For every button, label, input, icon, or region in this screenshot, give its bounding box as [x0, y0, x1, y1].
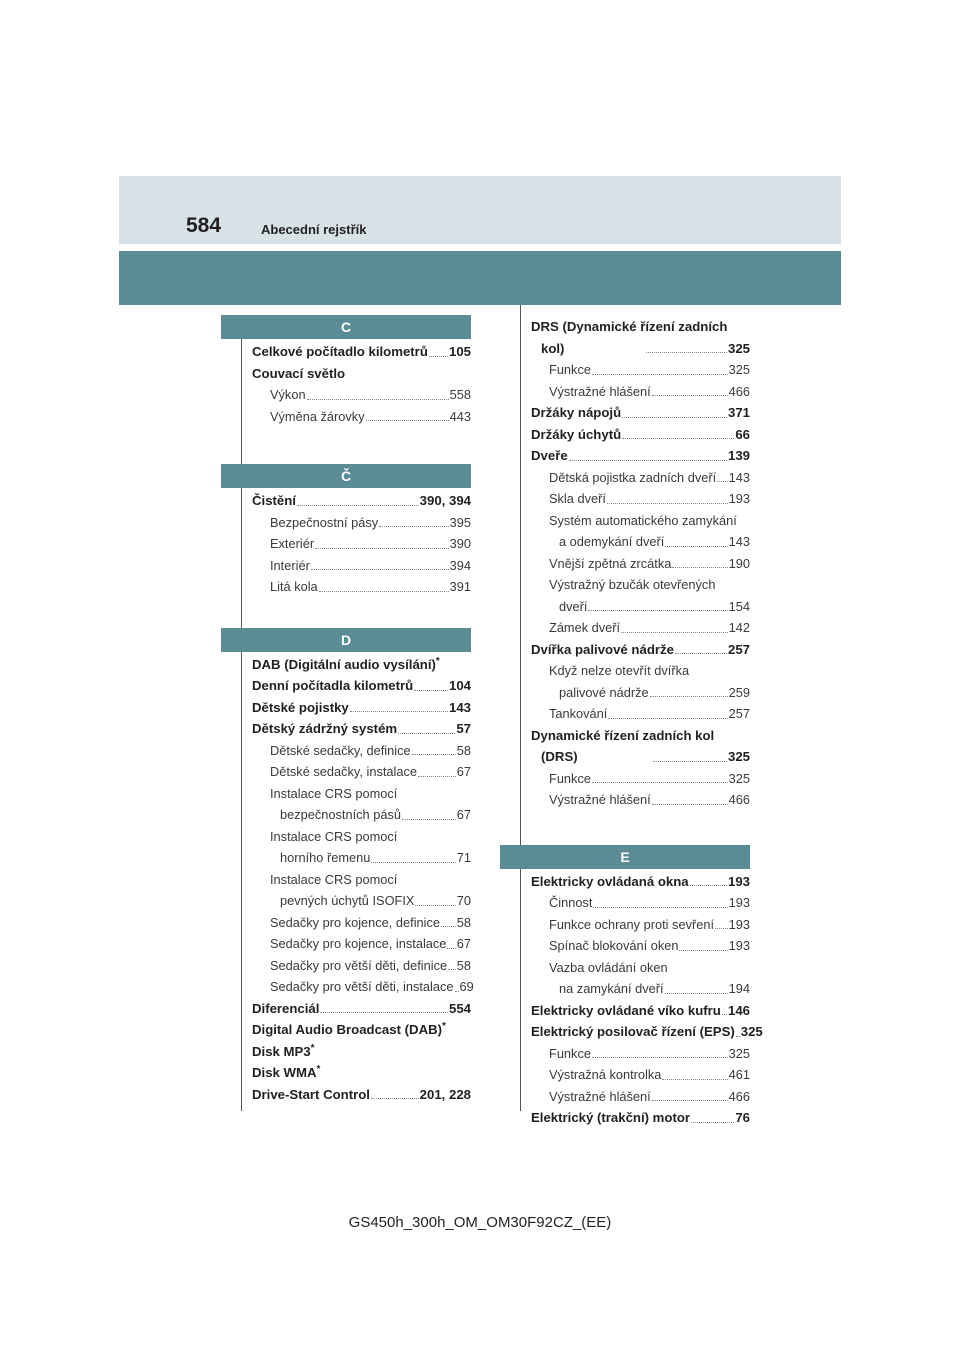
- dot-leader: [608, 718, 727, 719]
- index-entry: [531, 553, 750, 575]
- entry-term: Instalace CRS pomocí: [270, 785, 398, 801]
- dot-leader: [297, 505, 419, 506]
- dot-leader: [320, 1012, 448, 1013]
- entry-term: Funkce: [549, 770, 591, 786]
- index-entry: [252, 697, 471, 719]
- entry-term: Bezpečnostní pásy: [270, 514, 379, 530]
- entry-term: Výstražné hlášení: [549, 383, 651, 399]
- entry-term: Digital Audio Broadcast (DAB): [252, 1022, 443, 1037]
- entry-page: 66: [735, 426, 750, 442]
- index-entry: [531, 725, 750, 747]
- entry-term: Když nelze otevřít dvířka: [549, 663, 690, 678]
- dot-leader: [593, 907, 727, 908]
- index-entry: [252, 998, 471, 1020]
- entry-term: Výstražný bzučák otevřených: [549, 577, 716, 592]
- entry-term: Výstražná kontrolka: [549, 1067, 662, 1082]
- dot-leader: [736, 1036, 740, 1037]
- entry-term: horního řemenu: [280, 850, 371, 865]
- entry-term: bezpečnostních pásů: [280, 807, 401, 822]
- dot-leader: [455, 991, 459, 992]
- dot-leader: [662, 1079, 727, 1080]
- entry-term: Držáky nápojů: [531, 405, 622, 420]
- entry-term: Couvací světlo: [252, 365, 346, 381]
- entry-term: Výměna žárovky: [270, 408, 365, 424]
- dot-leader: [675, 653, 727, 654]
- entry-page: 390, 394: [419, 493, 471, 508]
- dot-leader: [592, 782, 728, 783]
- index-entry: [252, 533, 471, 555]
- header-panel: [119, 176, 841, 244]
- index-entry: [252, 912, 471, 934]
- entry-term: Systém automatického zamykání: [549, 512, 737, 528]
- section-header: D: [221, 628, 471, 652]
- index-entry: [531, 467, 750, 489]
- dot-leader: [592, 1057, 728, 1058]
- entry-page: 466: [728, 1088, 750, 1104]
- dot-leader: [652, 1100, 728, 1101]
- entry-page: 58: [456, 914, 471, 930]
- index-entry: [252, 1084, 471, 1106]
- entry-page: 201, 228: [419, 1086, 471, 1102]
- index-entry: [252, 576, 471, 598]
- entry-term: a odemykání dveří: [559, 534, 665, 549]
- entry-term: DAB (Digitální audio vysílání): [252, 656, 436, 672]
- entry-page: 259: [728, 684, 750, 700]
- dot-leader: [311, 569, 449, 570]
- entry-term: Interiér: [270, 557, 310, 573]
- entry-page: 193: [728, 938, 750, 953]
- index-entry: [531, 338, 750, 360]
- index-entry: [252, 955, 471, 977]
- footnote-star: *: [435, 655, 440, 667]
- entry-term: pevných úchytů ISOFIX: [280, 893, 415, 908]
- entry-page: 58: [456, 742, 471, 758]
- index-entry: [531, 789, 750, 811]
- entry-term: Dětský zádržný systém: [252, 721, 398, 736]
- entry-page: 325: [728, 770, 750, 786]
- dot-leader: [653, 761, 727, 762]
- entry-term: Činnost: [549, 895, 593, 910]
- index-entry: [252, 1062, 471, 1084]
- entry-term: Elektrický posilovač řízení (EPS): [531, 1024, 735, 1039]
- entry-page: 395: [449, 514, 471, 530]
- entry-term: Litá kola: [270, 579, 318, 594]
- entry-term: Držáky úchytů: [531, 426, 622, 442]
- dot-leader: [622, 417, 727, 418]
- entry-page: 325: [728, 362, 750, 377]
- entry-page: 190: [728, 555, 750, 571]
- dot-leader: [415, 905, 455, 906]
- entry-term: Čistění: [252, 493, 296, 508]
- index-entry: [531, 424, 750, 446]
- index-entry: [252, 869, 471, 891]
- entry-page: 71: [456, 850, 471, 865]
- index-entry: [531, 935, 750, 957]
- header-band: [119, 251, 841, 305]
- dot-leader: [646, 352, 727, 353]
- index-entry: [252, 384, 471, 406]
- index-entry: [531, 617, 750, 639]
- entry-term: Exteriér: [270, 536, 315, 551]
- index-entry: [531, 1000, 750, 1022]
- index-entry: [252, 826, 471, 848]
- index-entry: [531, 1064, 750, 1086]
- dot-leader: [715, 928, 728, 929]
- entry-page: 554: [448, 1000, 471, 1016]
- index-entry: [531, 359, 750, 381]
- entry-page: 76: [735, 1110, 750, 1125]
- entry-page: 325: [727, 340, 750, 356]
- entry-term: Dveře: [531, 448, 568, 463]
- index-entry-list: [221, 652, 474, 1106]
- page-title: Abecední rejstřík: [261, 222, 367, 237]
- section-header: C: [221, 315, 471, 339]
- entry-term: (DRS): [541, 749, 578, 764]
- entry-term: Spínač blokování oken: [549, 938, 679, 953]
- entry-term: Dětská pojistka zadních dveří: [549, 469, 717, 485]
- entry-term: Zámek dveří: [549, 620, 621, 635]
- entry-term: Vazba ovládání oken: [549, 959, 668, 975]
- dot-leader: [665, 993, 728, 994]
- dot-leader: [622, 438, 734, 439]
- entry-page: 193: [728, 895, 750, 910]
- index-entry: [252, 555, 471, 577]
- entry-page: 257: [727, 641, 750, 657]
- index-entry: [531, 660, 750, 682]
- entry-page: 391: [449, 579, 471, 594]
- entry-term: DRS (Dynamické řízení zadních: [531, 319, 728, 334]
- dot-leader: [307, 399, 449, 400]
- dot-leader: [665, 546, 727, 547]
- dot-leader: [414, 690, 448, 691]
- dot-leader: [448, 969, 456, 970]
- dot-leader: [679, 950, 727, 951]
- entry-term: Tankování: [549, 706, 608, 721]
- entry-page: 143: [728, 469, 750, 485]
- entry-page: 461: [728, 1067, 750, 1082]
- entry-term: Sedačky pro kojence, instalace: [270, 936, 447, 951]
- index-entry: [531, 682, 750, 704]
- entry-page: 558: [449, 387, 471, 402]
- section-header: E: [500, 845, 750, 869]
- entry-page: 104: [448, 678, 471, 693]
- entry-term: Diferenciál: [252, 1000, 320, 1016]
- index-entry: [252, 363, 471, 385]
- entry-page: 443: [449, 408, 471, 424]
- index-entry-list: [221, 339, 471, 427]
- index-entry: [531, 768, 750, 790]
- entry-page: 193: [728, 491, 750, 506]
- index-entry: [531, 1043, 750, 1065]
- entry-page: 394: [449, 557, 471, 573]
- entry-page: 58: [456, 957, 471, 973]
- index-entry: [252, 1041, 471, 1063]
- entry-page: 69: [459, 979, 474, 994]
- entry-term: Skla dveří: [549, 491, 606, 506]
- entry-term: Dětské pojistky: [252, 699, 349, 715]
- index-entry: [531, 957, 750, 979]
- entry-page: 146: [727, 1002, 750, 1018]
- entry-term: Výkon: [270, 387, 306, 402]
- index-entry: [531, 510, 750, 532]
- entry-page: 67: [456, 764, 471, 779]
- entry-page: 390: [449, 536, 471, 551]
- dot-leader: [717, 481, 727, 482]
- index-entry: [531, 871, 750, 893]
- index-entry: [531, 892, 750, 914]
- entry-page: 325: [728, 1045, 750, 1061]
- index-entry: [252, 406, 471, 428]
- footnote-star: *: [442, 1021, 446, 1032]
- entry-term: Vnější zpětná zrcátka: [549, 555, 672, 571]
- index-entry: [252, 1019, 471, 1041]
- index-entry: [531, 703, 750, 725]
- index-entry: [252, 804, 471, 826]
- index-entry: [252, 740, 471, 762]
- left-index-column: [221, 315, 474, 1105]
- entry-page: 371: [727, 405, 750, 420]
- entry-term: Elektricky ovládané víko kufru: [531, 1002, 721, 1018]
- index-entry: [531, 746, 750, 768]
- index-entry: [531, 531, 750, 553]
- index-entry: [252, 718, 471, 740]
- index-entry: [531, 402, 750, 424]
- index-entry: [531, 596, 750, 618]
- entry-page: 193: [727, 873, 750, 889]
- entry-term: Funkce: [549, 362, 591, 377]
- index-entry: [252, 341, 471, 363]
- entry-page: 194: [728, 981, 750, 996]
- dot-leader: [672, 567, 727, 568]
- dot-leader: [371, 862, 455, 863]
- dot-leader: [315, 548, 449, 549]
- entry-page: 257: [728, 706, 750, 721]
- dot-leader: [652, 804, 728, 805]
- dot-leader: [691, 1122, 734, 1123]
- entry-term: Sedačky pro větší děti, definice: [270, 957, 448, 973]
- entry-term: Dynamické řízení zadních kol: [531, 727, 715, 743]
- entry-page: 154: [728, 598, 750, 614]
- page-number: 584: [186, 214, 222, 237]
- entry-term: Dětské sedačky, definice: [270, 742, 411, 758]
- entry-term: Instalace CRS pomocí: [270, 871, 398, 887]
- dot-leader: [592, 374, 728, 375]
- index-entry: [531, 1107, 750, 1129]
- footnote-star: *: [310, 1042, 315, 1054]
- entry-term: Dvířka palivové nádrže: [531, 641, 674, 657]
- index-entry: [252, 933, 471, 955]
- index-entry: [252, 890, 471, 912]
- document-code: GS450h_300h_OM_OM30F92CZ_(EE): [348, 1214, 612, 1231]
- index-entry: [531, 574, 750, 596]
- index-entry: [531, 978, 750, 1000]
- entry-page: 142: [728, 620, 750, 635]
- index-entry: [252, 847, 471, 869]
- index-entry: [252, 783, 471, 805]
- entry-term: Elektrický (trakční) motor: [531, 1110, 691, 1125]
- entry-page: 325: [727, 749, 750, 764]
- dot-leader: [402, 819, 456, 820]
- dot-leader: [441, 926, 456, 927]
- entry-term: na zamykání dveří: [559, 981, 664, 996]
- entry-term: Dětské sedačky, instalace: [270, 764, 417, 779]
- index-entry: [531, 914, 750, 936]
- entry-term: palivové nádrže: [559, 684, 649, 700]
- index-entry: [252, 675, 471, 697]
- index-entry: [531, 445, 750, 467]
- entry-term: Instalace CRS pomocí: [270, 828, 398, 844]
- dot-leader: [379, 526, 449, 527]
- index-entry-list: [500, 316, 750, 811]
- entry-term: Celkové počítadlo kilometrů: [252, 344, 428, 359]
- entry-term: kol): [541, 340, 565, 356]
- entry-page: 466: [728, 792, 750, 807]
- index-entry: [252, 761, 471, 783]
- index-entry: [531, 1086, 750, 1108]
- dot-leader: [607, 503, 728, 504]
- index-entry: [252, 976, 474, 998]
- entry-term: Drive-Start Control: [252, 1086, 370, 1102]
- dot-leader: [371, 1098, 419, 1099]
- entry-term: Sedačky pro kojence, definice: [270, 914, 441, 930]
- index-entry-list: [221, 488, 471, 598]
- index-entry: [531, 1021, 763, 1043]
- dot-leader: [412, 754, 456, 755]
- dot-leader: [429, 356, 448, 357]
- entry-page: 466: [728, 383, 750, 399]
- index-entry-list: [500, 869, 763, 1129]
- entry-page: 139: [727, 448, 750, 463]
- entry-term: dveří: [559, 598, 588, 614]
- entry-page: 143: [728, 534, 750, 549]
- entry-term: Funkce: [549, 1045, 591, 1061]
- entry-page: 57: [456, 721, 471, 736]
- right-index-column: [500, 316, 763, 1129]
- dot-leader: [350, 711, 448, 712]
- dot-leader: [366, 420, 449, 421]
- entry-term: Disk WMA: [252, 1065, 317, 1080]
- footnote-star: *: [316, 1064, 321, 1075]
- entry-term: Výstražné hlášení: [549, 1088, 651, 1104]
- entry-term: Denní počítadla kilometrů: [252, 678, 414, 693]
- index-entry: [531, 381, 750, 403]
- index-entry: [531, 316, 750, 338]
- entry-page: 325: [740, 1024, 763, 1039]
- dot-leader: [319, 591, 449, 592]
- dot-leader: [398, 733, 455, 734]
- dot-leader: [652, 395, 728, 396]
- entry-term: Výstražné hlášení: [549, 792, 651, 807]
- entry-page: 105: [448, 344, 471, 359]
- entry-page: 143: [448, 699, 471, 715]
- entry-page: 70: [456, 893, 471, 908]
- entry-term: Sedačky pro větší děti, instalace: [270, 979, 454, 994]
- section-header: Č: [221, 464, 471, 488]
- entry-page: 67: [456, 807, 471, 822]
- entry-term: Disk MP3: [252, 1043, 311, 1059]
- entry-term: Elektricky ovládaná okna: [531, 873, 689, 889]
- dot-leader: [447, 948, 455, 949]
- dot-leader: [569, 460, 727, 461]
- dot-leader: [690, 885, 727, 886]
- dot-leader: [588, 610, 727, 611]
- index-entry: [252, 490, 471, 512]
- entry-term: Funkce ochrany proti sevření: [549, 916, 715, 932]
- index-entry: [252, 654, 471, 676]
- index-entry: [531, 488, 750, 510]
- entry-page: 193: [728, 916, 750, 932]
- entry-page: 67: [456, 936, 471, 951]
- dot-leader: [650, 696, 728, 697]
- index-entry: [252, 512, 471, 534]
- dot-leader: [621, 632, 728, 633]
- dot-leader: [418, 776, 456, 777]
- index-entry: [531, 639, 750, 661]
- dot-leader: [722, 1014, 727, 1015]
